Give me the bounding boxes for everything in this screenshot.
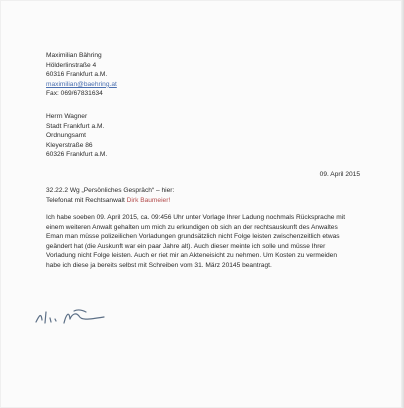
recipient-address <box>46 112 107 160</box>
letter-date: 09. April 2015 <box>319 171 360 178</box>
recipient-org: Stadt Frankfurt a.M. <box>46 122 105 130</box>
body-line: geändert hat (die Auskunft war ein paar Jahre alt). Auch dieser meinte ich solle und müsse Ihrer <box>46 242 326 250</box>
body-line: einem weiteren Anwalt gehalten um mich zu erkundigen ob sich an der rechtsauskunft des Anwaltes <box>46 223 338 231</box>
handwritten-signature <box>34 306 108 328</box>
recipient-city: 60326 Frankfurt a.M. <box>46 151 108 159</box>
sender-fax: Fax: 069/67831634 <box>46 90 103 98</box>
sender-email-link[interactable]: maximilian@baehring.at <box>46 80 117 88</box>
letter-body <box>46 213 376 271</box>
subject-line-1: 32.22.2 Wg „Persönliches Gespräch“ – hier: <box>46 187 175 194</box>
recipient-street: Kleyerstraße 86 <box>46 141 93 149</box>
recipient-salutation: Herrn Wagner <box>46 113 88 120</box>
subject <box>46 186 376 205</box>
subject-line-2-prefix: Telefonat mit Rechtsanwalt <box>46 196 127 204</box>
recipient-dept: Ordnungsamt <box>46 132 86 140</box>
body-line: habe ich diese ja bereits selbst mit Schreiben vom 31. März 20145 beantragt. <box>46 261 272 269</box>
body-line: Vorladung nicht Folge leisten. Auch er riet mir an Akteneisicht zu nehmen. Um Kosten zu vermeiden <box>46 252 338 260</box>
sender-address <box>46 51 117 99</box>
sender-street: Hölderlinstraße 4 <box>46 61 97 69</box>
body-line: Ich habe soeben 09. April 2015, ca. 09:456 Uhr unter Vorlage Ihrer Ladung nochmals Rücksprache mit <box>46 214 346 221</box>
sender-city: 60316 Frankfurt a.M. <box>46 71 108 79</box>
subject-marked-name: Dirk Baumeier! <box>126 196 171 204</box>
subject-line-2 <box>46 196 376 206</box>
body-line: Eman man müsse polizeilichen Vorladungen grundsätzlich nicht Folge leisten zwischenzeitlich etwas <box>46 233 340 241</box>
sender-name: Maximilian Bähring <box>46 52 102 59</box>
